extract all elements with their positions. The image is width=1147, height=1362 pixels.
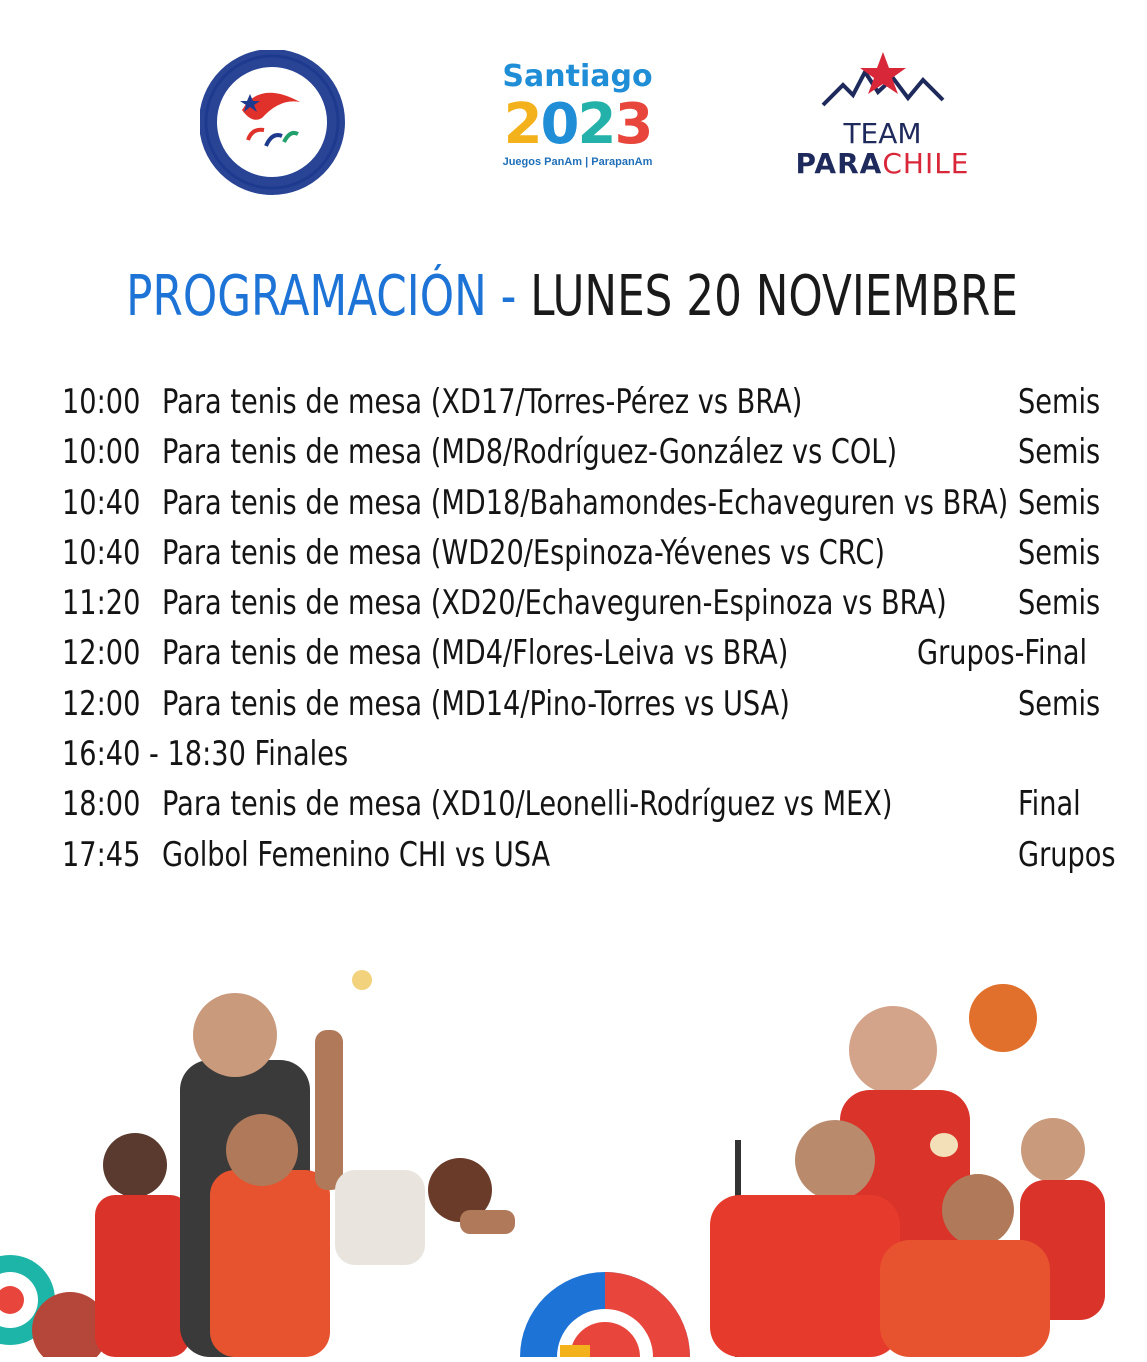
- team-parachile-logo: [785, 50, 980, 200]
- title-programacion: PROGRAMACIÓN -: [126, 264, 531, 329]
- row-time: 10:00: [62, 382, 141, 422]
- row-time: 17:45: [62, 834, 141, 875]
- row-event: Para tenis de mesa (MD4/Flores-Leiva vs BRA): [162, 633, 789, 674]
- santiago-emblem-icon: [520, 1272, 690, 1357]
- row-stage: Grupos-Final: [917, 633, 1088, 674]
- basketball-icon: [969, 984, 1037, 1052]
- santiago-word: Santiago: [502, 59, 653, 94]
- team-word: TEAM: [843, 117, 922, 150]
- row-event: Para tenis de mesa (XD20/Echaveguren-Espinoza vs BRA): [162, 583, 947, 624]
- parachile-word: PARACHILE: [795, 147, 970, 180]
- row-event: Para tenis de mesa (MD14/Pino-Torres vs USA): [162, 683, 790, 724]
- schedule-row: [62, 833, 1122, 883]
- athletes-collage: [0, 960, 1147, 1357]
- cpc-logo: [200, 50, 345, 195]
- row-stage: Semis: [1018, 583, 1101, 624]
- row-event: Para tenis de mesa (XD17/Torres-Pérez vs BRA): [162, 382, 803, 422]
- schedule-row: [62, 782, 1122, 832]
- row-stage: Grupos: [1018, 834, 1116, 875]
- santiago-year: 2023: [503, 92, 652, 157]
- row-event: Para tenis de mesa (WD20/Espinoza-Yévenes vs CRC): [162, 532, 885, 573]
- schedule-row: [62, 380, 1122, 430]
- mountain-star-icon: [803, 50, 963, 110]
- schedule-row: [62, 531, 1122, 581]
- row-time: 10:40: [62, 482, 141, 523]
- row-time: 10:40: [62, 532, 141, 573]
- schedule-row: [62, 682, 1122, 732]
- schedule-row: [62, 481, 1122, 531]
- row-stage: Semis: [1018, 382, 1101, 422]
- title-date: LUNES 20 NOVIEMBRE: [530, 264, 1019, 329]
- row-event: Golbol Femenino CHI vs USA: [162, 834, 551, 875]
- logo-bar: [0, 40, 1147, 210]
- row-time: 12:00: [62, 633, 141, 674]
- schedule-row: [62, 430, 1122, 480]
- finals-line: 16:40 - 18:30 Finales: [62, 734, 349, 775]
- row-event: Para tenis de mesa (MD8/Rodríguez-González vs COL): [162, 432, 898, 473]
- row-stage: Semis: [1018, 482, 1101, 523]
- santiago-subtitle: Juegos PanAm | ParapanAm: [502, 156, 653, 168]
- row-time: 12:00: [62, 683, 141, 724]
- page-title: [125, 262, 1020, 332]
- row-stage: Final: [1018, 784, 1081, 825]
- cpc-top-text: CHILE: [253, 71, 291, 86]
- row-time: 11:20: [62, 583, 141, 624]
- left-athletes-image: [95, 970, 515, 1357]
- right-athletes-image: [710, 984, 1105, 1357]
- row-time: 18:00: [62, 784, 141, 825]
- santiago-2023-logo: [490, 60, 665, 190]
- schedule-row: [62, 581, 1122, 631]
- cpc-bottom-text: COMITÉ PARALÍMPICO: [223, 145, 321, 180]
- schedule-finals-heading: [62, 732, 1122, 782]
- row-stage: Semis: [1018, 683, 1101, 724]
- row-stage: Semis: [1018, 532, 1101, 573]
- row-time: 10:00: [62, 432, 141, 473]
- row-event: Para tenis de mesa (XD10/Leonelli-Rodríguez vs MEX): [162, 784, 893, 825]
- row-event: Para tenis de mesa (MD18/Bahamondes-Echaveguren vs BRA): [162, 482, 1009, 523]
- schedule-row: [62, 631, 1122, 681]
- schedule-list: [62, 380, 1122, 883]
- row-stage: Semis: [1018, 432, 1101, 473]
